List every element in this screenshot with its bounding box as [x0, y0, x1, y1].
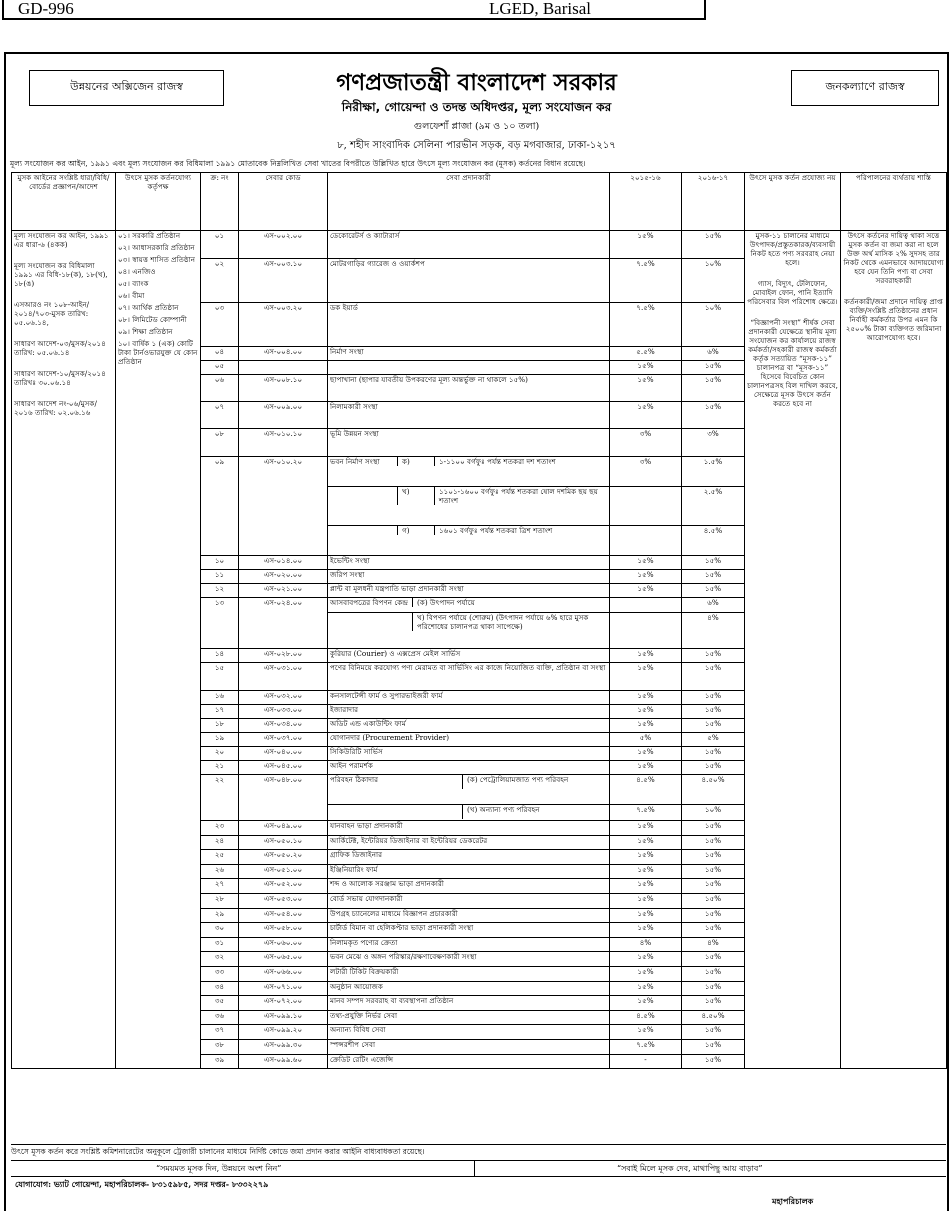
row-rate-2016: ১০%: [682, 303, 745, 347]
row-serial: ৩৪: [201, 981, 239, 996]
row-rate-2016: ১০%: [682, 259, 745, 303]
authority-item: ০৮। লিমিটেড কোম্পানী: [118, 315, 187, 324]
row-rate-2015: ১৫%: [610, 908, 682, 923]
authority-item: ০২। আধাসরকারি প্রতিষ্ঠান: [118, 243, 195, 252]
row-code: এস-০৯৯.৩০: [239, 1039, 328, 1054]
row-rate-2016: ৩%: [682, 429, 745, 457]
signature-title: মহাপরিচালক: [772, 1196, 814, 1206]
furniture-label: [328, 613, 413, 631]
row-provider: কুরিয়ার (Courier) ও এক্সপ্রেস মেইল সার্ভিস: [328, 649, 610, 663]
row-code: এস-০০২.০০: [239, 231, 328, 259]
row-provider: ইজারাদার: [328, 705, 610, 719]
row-provider: অডিট এন্ড একাউন্টিং ফার্ম: [328, 719, 610, 733]
slab-text: ১৬০১ বর্গফুঃ পর্যন্ত শতকরা ত্রিশ শতাংশ: [439, 526, 553, 535]
row-rate-2016: ৪.৫%: [682, 526, 745, 556]
address: ৮, শহীদ সাংবাদিক সেলিনা পারভীন সড়ক, বড় মগবাজার, ঢাকা-১২১৭: [337, 140, 616, 151]
row-rate-2015: ১৫%: [610, 879, 682, 894]
not-applicable-column: [745, 231, 841, 1069]
row-rate-2015: -: [610, 1054, 682, 1069]
furniture-stage: (ক) উৎপাদন পর্যায়ে: [417, 598, 475, 607]
row-code: এস-০৯৯.১০: [239, 1010, 328, 1025]
row-rate-2016: ৬%: [682, 598, 745, 613]
column-header-2015-16: ২০১৫-১৬: [610, 173, 682, 231]
row-provider: ভবন মেঝে ও অঙ্গন পরিস্কার/রক্ষণাবেক্ষণকারী সংস্থা: [328, 952, 610, 967]
row-code: এস-০৪৫.০০: [239, 761, 328, 775]
row-rate-2015: [610, 598, 682, 613]
penalty-item: কর্তনকারী/জমা প্রদানে দায়িত্ব প্রাপ্ত ব্যক্তি/সংশ্লিষ্ট প্রতিষ্ঠানের প্রধান নির্বাহী কর্মকর্তার উপর এমন কি ২৫০০% টাকা ব্যক্তিগত জরিমানা আরোপযোগ্য হবে।: [844, 297, 943, 342]
transport-label: পরিবহন ঠিকাদার: [328, 775, 463, 789]
row-code: এস-০২৮.০০: [239, 649, 328, 663]
row-rate-2015: ১৫%: [610, 663, 682, 691]
row-rate-2016: ১৫%: [682, 361, 745, 375]
row-provider: আর্কিটেক্ট, ইন্টেরিয়র ডিজাইনার বা ইন্টেরিয়র ডেকরেটর: [328, 835, 610, 850]
row-serial: ৩০: [201, 923, 239, 938]
row-provider: অনুষ্ঠান আয়োজক: [328, 981, 610, 996]
row-rate-2016: ১৫%: [682, 231, 745, 259]
furniture-split: [328, 598, 609, 607]
row-serial: ৩৭: [201, 1025, 239, 1040]
row-provider: গ্রাফিক ডিজাইনার: [328, 850, 610, 865]
department-name: নিরীক্ষা, গোয়েন্দা ও তদন্ত অধিদপ্তর, মূল্য সংযোজন কর: [341, 100, 612, 114]
row-rate-2015: ৪.৫%: [610, 775, 682, 805]
authority-item: ০৭। আর্থিক প্রতিষ্ঠান: [118, 303, 179, 312]
row-provider: যানবাহন ভাড়া প্রদানকারী: [328, 821, 610, 836]
row-provider: নিলামকারী সংস্থা: [328, 402, 610, 429]
row-serial: ২৯: [201, 908, 239, 923]
row-provider: ইঞ্জিনিয়ারিং ফার্ম: [328, 864, 610, 879]
row-rate-2015: ৫%: [610, 733, 682, 747]
penalty-item: উৎসে কর্তনের দায়িত্ব থাকা সত্তে মুসক কর্তন বা জমা করা না হলে উক্ত অর্থ মাসিক ২% সুদসহ তার নিকট থেকে এমনভাবে আদায়যোগ্য হবে যেন তিনি পণ্য বা সেবা সরবরাহকারী: [843, 231, 944, 285]
furniture-label: আসবাবপত্রের বিপণন কেন্দ্র: [328, 598, 413, 607]
row-rate-2016: ৬%: [682, 347, 745, 361]
column-header-authority: উৎসে মুসক কর্তনযোগ্য কর্তৃপক্ষ: [116, 173, 201, 231]
row-serial: ০৯: [201, 457, 239, 556]
not-applicable-item: মুসক-১১ চালানের মাধ্যমে উৎপাদক/প্রস্তুতকারক/ব্যবসায়ী নিকট হতে পণ্য সরবরাহ নেয়া হলে।: [749, 231, 836, 267]
transport-label: [328, 805, 463, 819]
row-rate-2016: ১৫%: [682, 908, 745, 923]
law-reference-item: এসআরও নং ১০৮-আইন/২০১৪/৭০৩-মুসক তারিখ: ০৫.০৬.১৪,: [14, 300, 90, 327]
row-code: এস-০৩২.০০: [239, 691, 328, 705]
row-rate-2016: ১৫%: [682, 850, 745, 865]
row-rate-2016: ৫%: [682, 733, 745, 747]
row-rate-2016: ১৫%: [682, 747, 745, 761]
authority-item: ০৩। স্বায়ত্ত শাসিত প্রতিষ্ঠান: [118, 255, 196, 264]
vat-table: [11, 172, 947, 1069]
row-rate-2015: ৪.৫%: [610, 1010, 682, 1025]
transport-type: (ক) পেট্রোলিয়ামজাত পণ্য পরিবহন: [467, 775, 569, 784]
row-rate-2016: ১০%: [682, 805, 745, 821]
row-code: এস-০৩৪.০০: [239, 719, 328, 733]
row-serial: ১২: [201, 584, 239, 598]
row-code: এস-০২১.০০: [239, 584, 328, 598]
row-provider: নির্মাণ সংস্থা: [328, 347, 610, 361]
row-serial: ১৬: [201, 691, 239, 705]
row-rate-2016: ১৫%: [682, 691, 745, 705]
row-rate-2016: ১৫%: [682, 761, 745, 775]
building-label: [328, 526, 398, 535]
row-rate-2016: ১৫%: [682, 981, 745, 996]
row-provider-split: [328, 805, 610, 821]
row-code: [239, 361, 328, 375]
row-provider: নিলামকৃত পণ্যের ক্রেতা: [328, 937, 610, 952]
row-provider: [328, 361, 610, 375]
row-serial: ১৫: [201, 663, 239, 691]
row-rate-2015: ১৫%: [610, 952, 682, 967]
building-slab-row: [328, 487, 609, 505]
row-rate-2015: ৭.৫%: [610, 259, 682, 303]
column-header-not-applicable: উৎসে মুসক কর্তন প্রযোজ্য নয়: [745, 173, 841, 231]
row-provider: উপগ্রহ চ্যানেলের মাধ্যমে বিজ্ঞাপন প্রচারকারী: [328, 908, 610, 923]
building-label: ভবন নির্মাণ সংস্থা: [328, 457, 398, 466]
row-serial: ২৫: [201, 850, 239, 865]
row-rate-2015: ১৫%: [610, 719, 682, 733]
row-rate-2015: [610, 526, 682, 556]
row-rate-2016: ১৫%: [682, 996, 745, 1011]
row-serial: ০৫: [201, 361, 239, 375]
table-header-row: [12, 173, 947, 231]
row-rate-2015: ৫.৫%: [610, 347, 682, 361]
row-code: এস-০৪৯.০০: [239, 821, 328, 836]
row-rate-2015: [610, 613, 682, 649]
slab-letter: খ): [398, 487, 435, 505]
row-rate-2015: ১৫%: [610, 923, 682, 938]
row-provider: ক্রেডিট রেটিং এজেন্সি: [328, 1054, 610, 1069]
row-rate-2015: ১৫%: [610, 996, 682, 1011]
row-provider-split: [328, 598, 610, 613]
row-provider-split: [328, 613, 610, 649]
law-reference-item: মূল্য সংযোজন কর আইন, ১৯৯১ এর ধারা-৬ (৪কক): [14, 231, 109, 249]
row-rate-2015: ১৫%: [610, 584, 682, 598]
row-rate-2016: ১৫%: [682, 821, 745, 836]
row-provider: বোর্ড সভায় যোগদানকারী: [328, 893, 610, 908]
row-rate-2015: ৩%: [610, 429, 682, 457]
row-serial: ২৭: [201, 879, 239, 894]
slab-letter: গ): [398, 526, 435, 535]
row-code: এস-০৫১.০০: [239, 864, 328, 879]
row-provider: ইভেন্টিং সংস্থা: [328, 556, 610, 570]
row-rate-2016: ১৫%: [682, 835, 745, 850]
row-rate-2016: ১৫%: [682, 879, 745, 894]
column-header-serial: ক্র: নং: [201, 173, 239, 231]
row-provider: জরিপ সংস্থা: [328, 570, 610, 584]
authority-item: ০১। সরকারি প্রতিষ্ঠান: [118, 231, 181, 240]
row-code: এস-০০৮.১০: [239, 375, 328, 402]
row-rate-2015: ৪%: [610, 937, 682, 952]
row-code: এস-০৭১.০০: [239, 981, 328, 996]
row-rate-2015: ১৫%: [610, 361, 682, 375]
row-rate-2015: ১৫%: [610, 864, 682, 879]
row-serial: ২১: [201, 761, 239, 775]
row-serial: ০১: [201, 231, 239, 259]
row-serial: ২০: [201, 747, 239, 761]
row-code: এস-০০৪.০০: [239, 347, 328, 361]
row-serial: ২৩: [201, 821, 239, 836]
row-code: এস-০০৯.০০: [239, 402, 328, 429]
authority-item: ০৯। শিক্ষা প্রতিষ্ঠান: [118, 327, 173, 336]
column-header-law: মুসক আইনের সংশ্লিষ্ট ধারা/বিধি/বোর্ডের প্রজ্ঞাপন/আদেশ: [12, 173, 116, 231]
row-serial: ৩২: [201, 952, 239, 967]
row-code: এস-০৫০.১০: [239, 835, 328, 850]
row-code: এস-০৫৩.০০: [239, 893, 328, 908]
column-header-provider: সেবা প্রদানকারী: [328, 173, 610, 231]
row-code: এস-০১০.১০: [239, 429, 328, 457]
row-provider: কনসালটেন্সী ফার্ম ও সুপারভাইজরী ফার্ম: [328, 691, 610, 705]
row-rate-2015: ৭.৫%: [610, 303, 682, 347]
slogan-right: “সবাই মিলে মূসক দেব, মাথাপিছু আয় বাড়াব”: [617, 1164, 763, 1173]
row-rate-2016: ১.৫%: [682, 457, 745, 487]
row-code: এস-০৫০.২০: [239, 850, 328, 865]
row-serial: ১০: [201, 556, 239, 570]
row-rate-2016: ৪.৫০%: [682, 1010, 745, 1025]
row-serial: ০৭: [201, 402, 239, 429]
row-code: এস-০২০.০০: [239, 570, 328, 584]
furniture-stage: খ) বিপণন পর্যায়ে (শোরুম) (উৎপাদন পর্যায়ে ৬% হারে মুসক পরিশোধের চালানপত্র থাকা সাপেক্ষে): [417, 613, 589, 631]
furniture-split: [328, 613, 609, 631]
row-rate-2015: ১৫%: [610, 649, 682, 663]
row-serial: ১৪: [201, 649, 239, 663]
row-code: এস-০৫২.০০: [239, 879, 328, 894]
not-applicable-item: “বিজ্ঞাপনী সংস্থা” শীর্ষক সেবা প্রদানকারী যেক্ষেত্রে স্থানীয় মূল্য সংযোজন কর কার্যালয়ে রাজস্ব কর্মকর্তা/সহকারী রাজস্ব কর্মকর্তা কর্তৃক সত্যায়িত “মূসক-১১” চালানপত্র বা “মূসক-১১” হিসেবে বিবেচিত কোন চালানপত্রসহ বিল দাখিল করবে, সেক্ষেত্রে মূসক উৎসে কর্তন করতে হবে না: [747, 318, 838, 408]
authority-column: [116, 231, 201, 1069]
row-code: এস-০৪৮.০০: [239, 775, 328, 821]
row-rate-2016: ১৫%: [682, 584, 745, 598]
authority-item: ০৬। বীমা: [118, 291, 145, 300]
row-code: এস-০৩৭.০০: [239, 733, 328, 747]
row-serial: ০৩: [201, 303, 239, 347]
row-serial: ৩৯: [201, 1054, 239, 1069]
building-slab-row: [328, 457, 609, 466]
column-header-penalty: পরিপালনের ব্যর্থতায় শাস্তি: [841, 173, 947, 231]
row-provider-split: [328, 526, 610, 556]
row-serial: ০৮: [201, 429, 239, 457]
row-rate-2015: ১৫%: [610, 761, 682, 775]
row-provider-split: [328, 487, 610, 526]
row-provider: শব্দ ও আলোক সরঞ্জাম ভাড়া প্রদানকারী: [328, 879, 610, 894]
row-rate-2016: ১৫%: [682, 923, 745, 938]
law-reference-item: সাধারণ আদেশ-১০/মুসক/২০১৪ তারিখঃ ৩০.০৬.১৪: [14, 369, 106, 387]
row-rate-2016: ১৫%: [682, 952, 745, 967]
not-applicable-item: গ্যাস, বিদ্যুৎ, টেলিফোন, মোবাইল ফোন, পানি ইত্যাদি পরিসেবার বিল পরিশোধ ক্ষেত্রে।: [747, 279, 838, 306]
intro-text: মূল্য সংযোজন কর আইন, ১৯৯১ এবং মূল্য সংযোজন কর বিধিমালা ১৯৯১ মোতাবেক নিম্নলিখিত সেবা খাতের বিপরীতে উল্লিখিত হারে উৎসে মূল্য সংযোজন কর (মূসক) কর্তনের বিধান রয়েছে।: [10, 159, 586, 168]
row-rate-2015: ১৫%: [610, 821, 682, 836]
row-rate-2015: ১৫%: [610, 966, 682, 981]
row-provider: ডেকোরেটর্স ও ক্যাটারার্স: [328, 231, 610, 259]
transport-type: (খ) অন্যান্য পণ্য পরিবহন: [467, 805, 540, 814]
row-rate-2016: ২.৫%: [682, 487, 745, 526]
building-label: [328, 487, 398, 505]
row-serial: ১৩: [201, 598, 239, 649]
transport-split: [328, 805, 609, 819]
row-code: এস-০০৩.২০: [239, 303, 328, 347]
row-rate-2015: ৭.৫%: [610, 1039, 682, 1054]
building-slab-table: [328, 487, 609, 505]
row-rate-2015: ১৫%: [610, 835, 682, 850]
row-rate-2016: ১৫%: [682, 556, 745, 570]
office-name: LGED, Barisal: [489, 0, 591, 18]
table-row: [12, 231, 947, 259]
row-code: এস-০৩১.০০: [239, 663, 328, 691]
row-rate-2015: ১৫%: [610, 375, 682, 402]
row-rate-2015: ১৫%: [610, 231, 682, 259]
row-rate-2016: ১৫%: [682, 893, 745, 908]
row-rate-2016: ১৫%: [682, 663, 745, 691]
row-code: এস-০৬০.০০: [239, 937, 328, 952]
row-provider-split: [328, 457, 610, 487]
row-serial: ২২: [201, 775, 239, 821]
row-serial: ২৬: [201, 864, 239, 879]
row-serial: ১৭: [201, 705, 239, 719]
row-rate-2015: ১৫%: [610, 893, 682, 908]
row-serial: ৩৬: [201, 1010, 239, 1025]
right-slogan-box: জনকল্যাণে রাজস্ব: [791, 70, 939, 106]
slab-letter: ক): [398, 457, 435, 466]
row-serial: ০৪: [201, 347, 239, 361]
authority-item: ১০। বার্ষিক ১ (এক) কোটি টাকা টার্নওভারযুক্ত যে কোন প্রতিষ্ঠান: [118, 339, 198, 366]
row-code: এস-০৯৯.৬০: [239, 1054, 328, 1069]
page-title: গণপ্রজাতন্ত্রী বাংলাদেশ সরকার: [336, 70, 617, 96]
slogan-divider: [474, 1161, 475, 1176]
row-rate-2016: ১৫%: [682, 1039, 745, 1054]
row-rate-2015: ১৫%: [610, 691, 682, 705]
building-slab-table: [328, 526, 609, 535]
penalty-column: [841, 231, 947, 1069]
row-serial: ১৯: [201, 733, 239, 747]
row-code: এস-০১০.২০: [239, 457, 328, 556]
legal-note: উৎসে মূসক কর্তন করে সংশ্লিষ্ট কমিশনারেটের অনুকূলে ট্রেজারী চালানের মাধ্যমে নির্দিষ্ট কোডে জমা প্রদান করার আইনি বাধ্যবাধকতা রয়েছে।: [11, 1144, 946, 1159]
row-serial: ১১: [201, 570, 239, 584]
row-code: এস-০৫৪.০০: [239, 908, 328, 923]
row-rate-2015: ৩%: [610, 457, 682, 487]
row-code: এস-০৬৫.০০: [239, 952, 328, 967]
row-serial: ০২: [201, 259, 239, 303]
row-serial: ৩৮: [201, 1039, 239, 1054]
row-rate-2016: ১৫%: [682, 1025, 745, 1040]
row-provider: ডক ইয়ার্ড: [328, 303, 610, 347]
row-rate-2016: ৪.৫০%: [682, 775, 745, 805]
row-rate-2016: ১৫%: [682, 1054, 745, 1069]
row-rate-2016: ১৫%: [682, 649, 745, 663]
row-provider: অন্যান্য বিবিধ সেবা: [328, 1025, 610, 1040]
authority-item: ০৪। এনজিও: [118, 267, 156, 276]
row-serial: ৩১: [201, 937, 239, 952]
row-provider: সিকিউরিটি সার্ভিস: [328, 747, 610, 761]
row-provider: মোটরগাড়ির গ্যারেজ ও ওয়ার্কশপ: [328, 259, 610, 303]
row-provider: আইন পরামর্শক: [328, 761, 610, 775]
row-rate-2016: ১৫%: [682, 966, 745, 981]
row-code: এস-০১৪.০০: [239, 556, 328, 570]
row-rate-2016: ১৫%: [682, 864, 745, 879]
row-provider: তথ্য-প্রযুক্তি নির্ভর সেবা: [328, 1010, 610, 1025]
column-header-2016-17: ২০১৬-১৭: [682, 173, 745, 231]
row-code: এস-০২৪.০০: [239, 598, 328, 649]
row-code: এস-০৯৯.২০: [239, 1025, 328, 1040]
row-provider: চার্টার্ড বিমান বা হেলিকপ্টার ভাড়া প্রদানকারী সংস্থা: [328, 923, 610, 938]
row-provider: যোগানদার (Procurement Provider): [328, 733, 610, 747]
slab-text: ১১০১-১৬০০ বর্গফুঃ পর্যন্ত শতকরা ষোল দশমিক ছয় ছয় শতাংশ: [439, 487, 598, 505]
law-reference-item: সাধারণ আদেশ নং-০৬/মুসক/২০১৬ তারিখ: ০২.০৬.১৬: [14, 399, 97, 417]
row-rate-2016: ১৫%: [682, 402, 745, 429]
row-rate-2015: ১৫%: [610, 570, 682, 584]
law-reference-item: সাধারণ আদেশ-০৩/মুসক/২০১৪ তারিখ: ০৫.০৬.১৪: [14, 339, 106, 357]
row-code: এস-০৪০.০০: [239, 747, 328, 761]
row-rate-2015: ১৫%: [610, 1025, 682, 1040]
row-rate-2016: ১৫%: [682, 375, 745, 402]
row-serial: ৩৩: [201, 966, 239, 981]
building-name: গুলফেশাঁ প্লাজা (৯ম ও ১০ তলা): [413, 121, 540, 132]
row-rate-2015: ১৫%: [610, 747, 682, 761]
row-serial: ২৪: [201, 835, 239, 850]
row-rate-2015: ১৫%: [610, 981, 682, 996]
column-header-code: সেবার কোড: [239, 173, 328, 231]
row-rate-2016: ৪%: [682, 937, 745, 952]
row-code: এস-০৩৩.০০: [239, 705, 328, 719]
row-rate-2016: ১৫%: [682, 570, 745, 584]
row-provider: ভূমি উন্নয়ন সংস্থা: [328, 429, 610, 457]
row-code: এস-০০৩.১০: [239, 259, 328, 303]
row-rate-2015: ১৫%: [610, 850, 682, 865]
law-reference-item: মূল্য সংযোজন কর বিধিমালা ১৯৯১ এর বিধি-১৮(ক), ১৮(খ), ১৮(ঙ): [14, 261, 108, 288]
row-serial: ০৬: [201, 375, 239, 402]
contact-info: যোগাযোগ: ভ্যাট গোয়েন্দা, মহাপরিচালক- ৮৩১৫৯৮৫, সদর দপ্তর- ৮৩৩২২৭৯: [15, 1179, 269, 1189]
row-rate-2015: ১৫%: [610, 556, 682, 570]
building-slab-table: [328, 457, 609, 466]
row-provider-split: [328, 775, 610, 805]
row-provider: ছাপাখানা (ছাপার যাবতীয় উপকরণের মূল্য অন্তর্ভুক্ত না থাকলে ১৫%): [328, 375, 610, 402]
transport-split: [328, 775, 609, 789]
row-code: এস-০৫৮.০০: [239, 923, 328, 938]
document-code: GD-996: [18, 0, 74, 18]
left-slogan-box: উন্নয়নের অক্সিজেন রাজস্ব: [29, 70, 224, 106]
row-rate-2016: ১৫%: [682, 705, 745, 719]
row-rate-2015: ১৫%: [610, 402, 682, 429]
row-rate-2015: ১৫%: [610, 705, 682, 719]
row-rate-2016: ১৫%: [682, 719, 745, 733]
slogan-row: [11, 1160, 946, 1177]
row-provider: প্লান্ট বা মূলধনী যন্ত্রপাতি ভাড়া প্রদানকারী সংস্থা: [328, 584, 610, 598]
row-provider: স্পন্সরশীপ সেবা: [328, 1039, 610, 1054]
row-rate-2015: ৭.৫%: [610, 805, 682, 821]
law-reference-column: [12, 231, 116, 1069]
row-code: এস-০৬৬.০০: [239, 966, 328, 981]
row-serial: ৩৫: [201, 996, 239, 1011]
top-strip: [2, 0, 706, 20]
slogan-left: “সময়মত মূসক দিন, উন্নয়নে অংশ নিন”: [156, 1164, 282, 1173]
row-rate-2015: [610, 487, 682, 526]
row-serial: ২৮: [201, 893, 239, 908]
building-slab-row: [328, 526, 609, 535]
row-rate-2016: ৪%: [682, 613, 745, 649]
row-provider: পণের বিনিময়ে করযোগ্য পণ্য মেরামত বা সার্ভিসিং এর কাজে নিয়োজিত ব্যক্তি, প্রতিষ্ঠান বা সংস্থা: [328, 663, 610, 691]
row-serial: ১৮: [201, 719, 239, 733]
slab-text: ১-১১০০ বর্গফুঃ পর্যন্ত শতকরা দশ শতাংশ: [439, 457, 556, 466]
row-provider: লটারী টিকিট বিক্রয়কারী: [328, 966, 610, 981]
authority-item: ০৫। ব্যাংক: [118, 279, 149, 288]
row-provider: মানব সম্পদ সরবরাহ বা ব্যবস্থাপনা প্রতিষ্ঠান: [328, 996, 610, 1011]
row-code: এস-০৭২.০০: [239, 996, 328, 1011]
